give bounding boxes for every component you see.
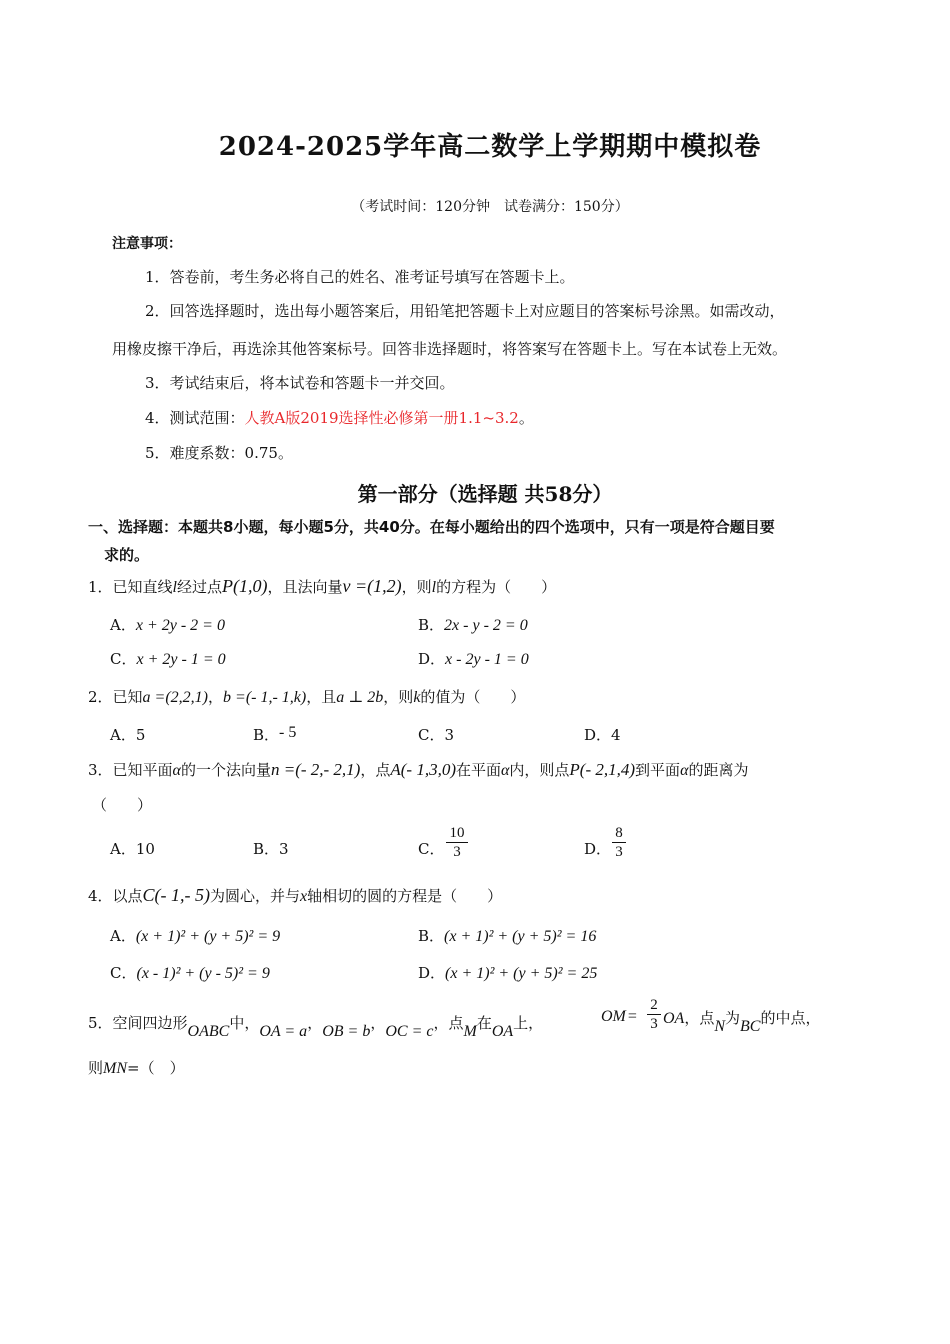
question-3: 3．已知平面α的一个法向量n =(- 2,- 2,1)，点A(- 1,3,0)在平面α内，则点P(- 2,1,4)到平面α的距离为 — [88, 760, 749, 779]
q3-option-d: D． — [584, 840, 612, 858]
part1-title: 第一部分（选择题 共58分） — [357, 482, 613, 506]
q3-option-c-fraction: $\frac{10}{3}$ — [446, 824, 468, 861]
note-item-1: 1．答卷前，考生务必将自己的姓名、准考证号填写在答题卡上。 — [145, 268, 575, 286]
note-item-2: 2．回答选择题时，选出每小题答案后，用铅笔把答题卡上对应题目的答案标号涂黑。如需改动， — [145, 302, 785, 320]
note-item-2-cont: 用橡皮擦干净后，再选涂其他答案标号。回答非选择题时，将答案写在答题卡上。写在本试卷上无效。 — [112, 340, 788, 358]
q1-option-b: B．2x - y - 2 = 0 — [418, 616, 528, 634]
q4-option-c: C．(x - 1)² + (y - 5)² = 9 — [110, 964, 270, 982]
q2-option-d: D．4 — [584, 726, 621, 744]
q1-option-d: D．x - 2y - 1 = 0 — [418, 650, 529, 668]
q1-option-a: A．x + 2y - 2 = 0 — [110, 616, 225, 634]
section-instruction-cont: 求的。 — [104, 546, 150, 564]
q5-fraction-two-thirds: $\frac{2}{3}$ — [647, 996, 661, 1033]
q4-option-d: D．(x + 1)² + (y + 5)² = 25 — [418, 964, 598, 982]
scope-highlight: 人教A版2019选择性必修第一册1.1~3.2 — [244, 409, 519, 427]
question-2: 2．已知a =(2,2,1)，b =(- 1,- 1,k)，且a ⊥ 2b，则k的值为（ ） — [88, 688, 526, 706]
question-5-line2: 则MN=（ ） — [88, 1059, 185, 1077]
q2-option-a: A．5 — [110, 726, 146, 744]
q4-option-b: B．(x + 1)² + (y + 5)² = 16 — [418, 927, 597, 945]
page-title: 2024-2025学年高二数学上学期期中模拟卷 — [218, 132, 762, 162]
q5-continuation: OA，点N为BC的中点， — [663, 1009, 821, 1035]
q3-option-b: B．3 — [253, 840, 289, 858]
note-item-4: 4．测试范围：人教A版2019选择性必修第一册1.1~3.2。 — [145, 409, 534, 427]
question-5: 5．空间四边形OABC中，OA = a，OB = b，OC = c，点M在OA上， — [88, 1014, 544, 1040]
note-item-5: 5．难度系数：0.75。 — [145, 444, 293, 462]
section-instruction: 一、选择题：本题共8小题，每小题5分，共40分。在每小题给出的四个选项中，只有一项是符合题目要 — [88, 518, 775, 536]
q3-option-c: C． — [418, 840, 445, 858]
om-vector-expr: OM = — [601, 1008, 637, 1025]
q1-option-c: C．x + 2y - 1 = 0 — [110, 650, 226, 668]
q2-option-b: B．- 5 — [253, 724, 297, 744]
exam-info: （考试时间：120分钟 试卷满分：150分） — [351, 199, 629, 215]
question-4: 4．以点C(- 1,- 5)为圆心，并与x轴相切的圆的方程是（ ） — [88, 885, 503, 905]
q2-option-c: C．3 — [418, 726, 455, 744]
q3-option-a: A．10 — [110, 840, 155, 858]
q3-answer-paren: （ ） — [92, 796, 153, 814]
q4-option-a: A．(x + 1)² + (y + 5)² = 9 — [110, 927, 281, 945]
note-item-3: 3．考试结束后，将本试卷和答题卡一并交回。 — [145, 374, 455, 392]
question-1: 1．已知直线l经过点P(1,0)，且法向量v =(1,2)，则l的方程为（ ） — [88, 576, 557, 596]
q3-option-d-fraction: $\frac{8}{3}$ — [612, 824, 626, 861]
notes-heading: 注意事项： — [112, 236, 182, 252]
